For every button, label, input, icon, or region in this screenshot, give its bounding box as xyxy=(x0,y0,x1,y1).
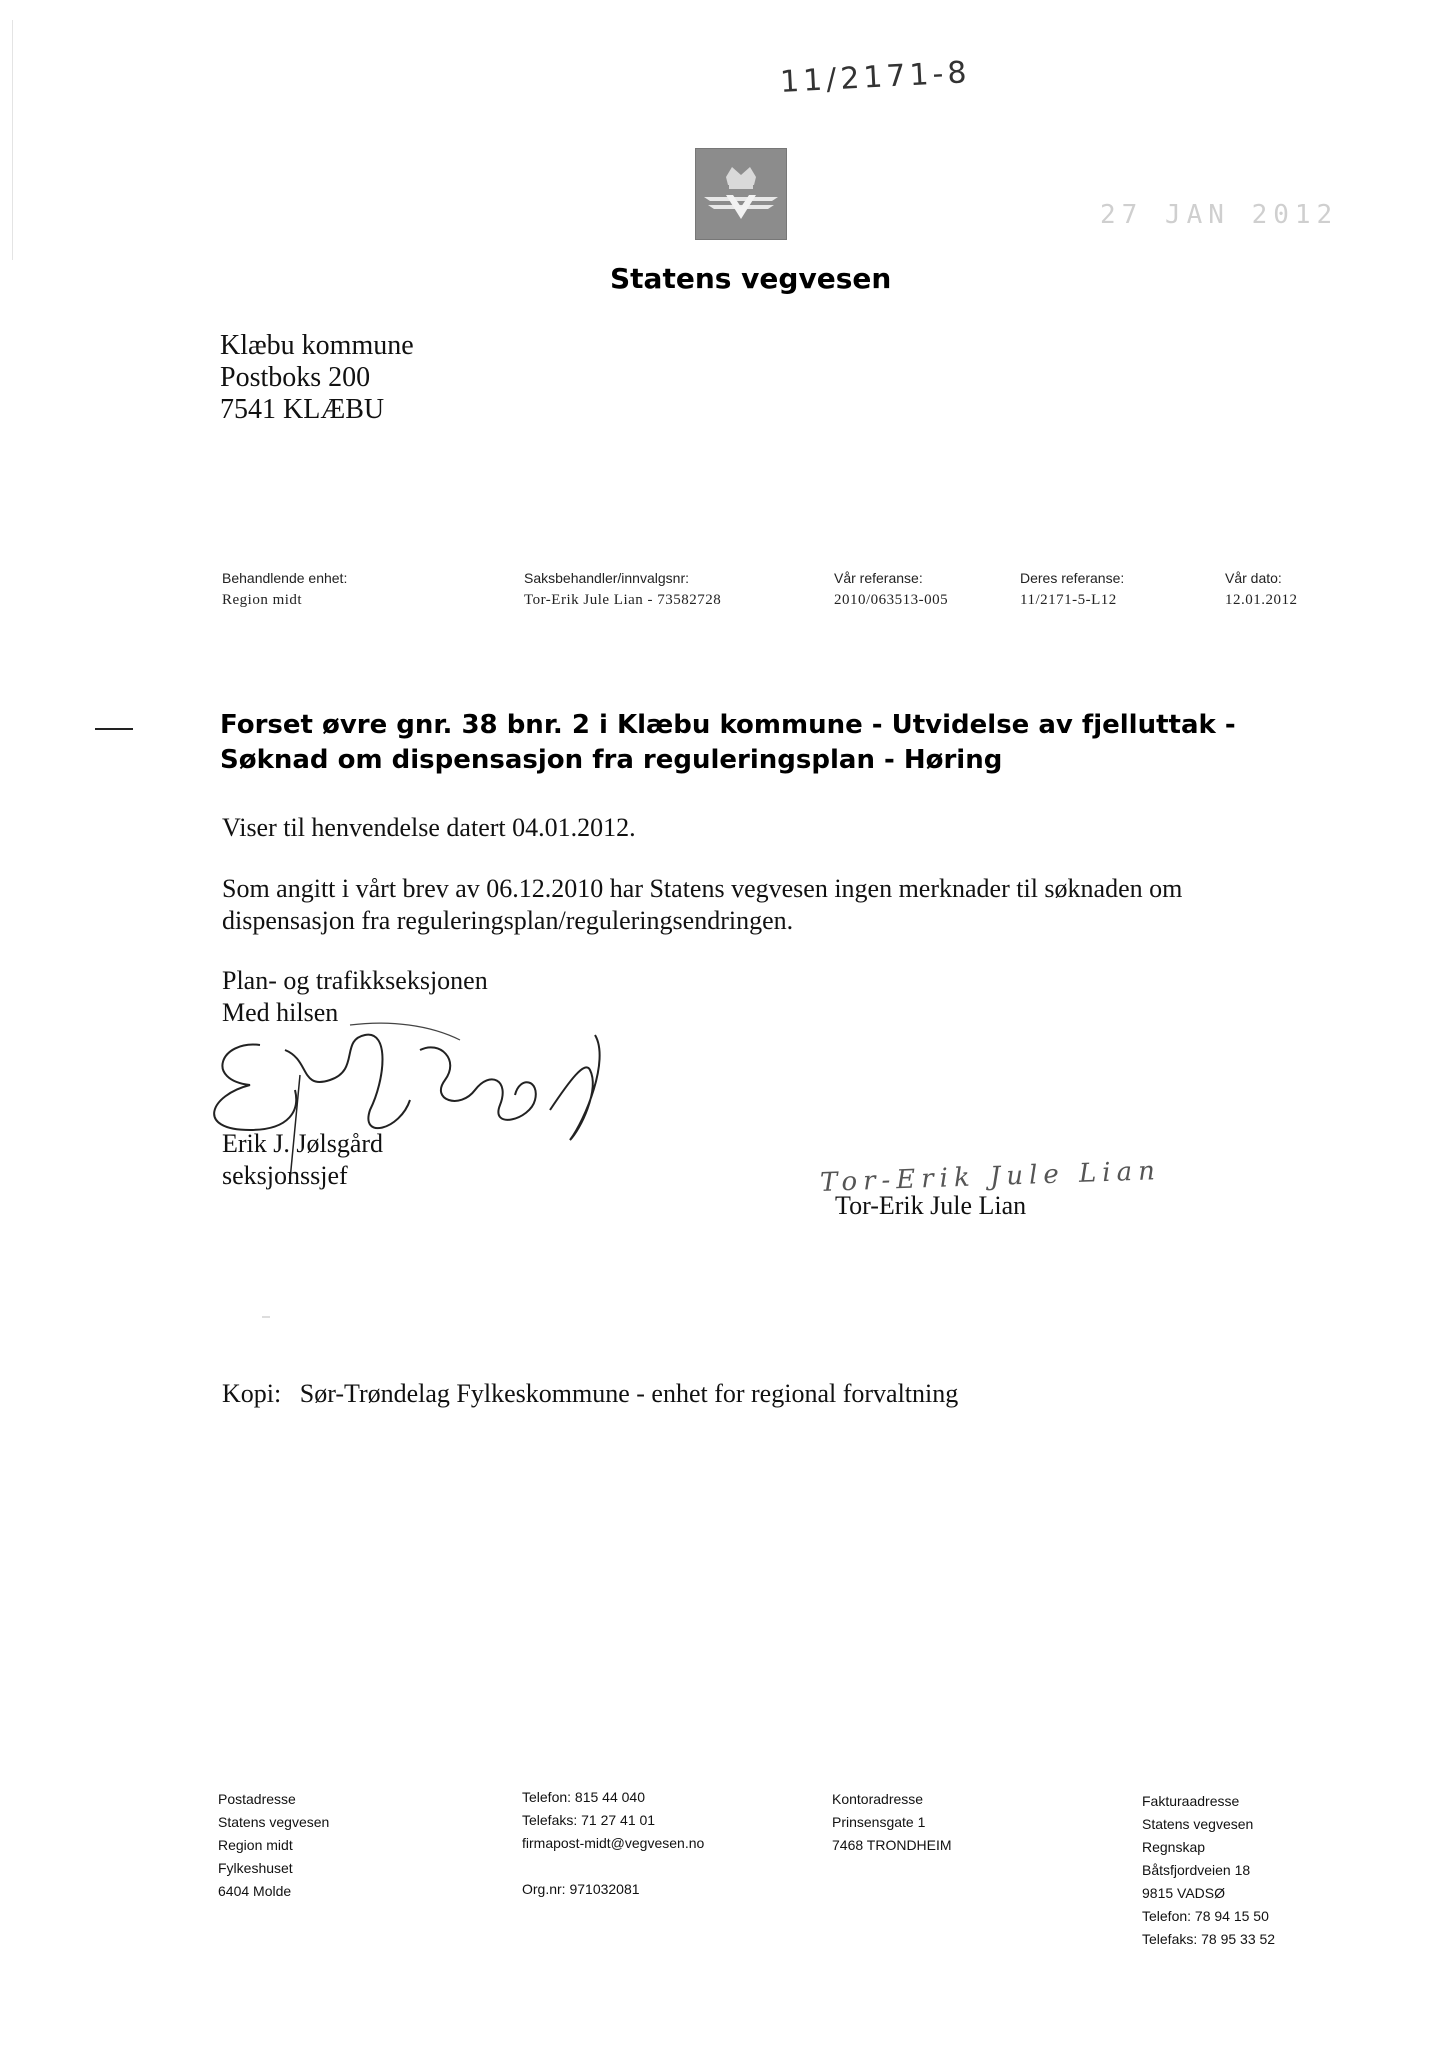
footer-billing-line: Båtsfjordveien 18 xyxy=(1142,1862,1251,1878)
footer-contact-line: Telefaks: 71 27 41 01 xyxy=(522,1812,656,1828)
recipient-line-3: 7541 KLÆBU xyxy=(220,394,385,425)
footer-contact-line xyxy=(522,1855,704,1878)
received-stamp: 27 JAN 2012 xyxy=(1100,200,1339,230)
handler-label: Saksbehandler/innvalgsnr: xyxy=(524,570,689,586)
copy-line xyxy=(222,1378,958,1410)
footer-billing-line: Telefon: 78 94 15 50 xyxy=(1142,1908,1269,1924)
reference-unit xyxy=(222,570,347,609)
unit-label: Behandlende enhet: xyxy=(222,570,348,586)
body-paragraph-2-line-2: dispensasjon fra reguleringsplan/reguleringsendringen. xyxy=(222,906,794,935)
scan-margin-line xyxy=(12,20,13,260)
footer-office-line: Kontoradresse xyxy=(832,1791,924,1807)
reference-your-ref xyxy=(1020,570,1124,609)
date-value: 12.01.2012 xyxy=(1225,592,1298,608)
footer-billing-line: Fakturaadresse xyxy=(1142,1793,1240,1809)
margin-dash xyxy=(95,728,133,730)
footer-billing-line: Regnskap xyxy=(1142,1839,1206,1855)
unit-value: Region midt xyxy=(222,592,303,608)
signer2-name: Tor-Erik Jule Lian xyxy=(835,1191,1027,1220)
signer1-name: Erik J. Jølsgård xyxy=(222,1129,384,1158)
body-paragraph-1: Viser til henvendelse datert 04.01.2012. xyxy=(222,813,636,842)
signer1-title: seksjonssjef xyxy=(222,1161,348,1190)
subject-line-2: Søknad om dispensasjon fra reguleringsplan - Høring xyxy=(220,745,1003,775)
footer-office-address xyxy=(832,1788,952,1857)
footer-billing-address xyxy=(1142,1790,1275,1951)
footer-postal-line: Fylkeshuset xyxy=(218,1860,293,1876)
reference-our-ref xyxy=(834,570,948,609)
footer-billing-line: Telefaks: 78 95 33 52 xyxy=(1142,1931,1276,1947)
organization-name: Statens vegvesen xyxy=(610,262,892,295)
footer-billing-line: Statens vegvesen xyxy=(1142,1816,1254,1832)
footer-postal-line: 6404 Molde xyxy=(218,1883,292,1899)
our-ref-value: 2010/063513-005 xyxy=(834,592,949,608)
reference-date xyxy=(1225,570,1298,609)
your-ref-label: Deres referanse: xyxy=(1020,570,1125,586)
footer-billing-line: 9815 VADSØ xyxy=(1142,1885,1226,1901)
recipient-line-2: Postboks 200 xyxy=(220,362,371,393)
closing-greeting: Med hilsen xyxy=(222,998,339,1027)
footer-office-line: Prinsensgate 1 xyxy=(832,1814,926,1830)
copy-value: Sør-Trøndelag Fylkeskommune - enhet for regional forvaltning xyxy=(299,1379,959,1408)
reference-handler xyxy=(524,570,721,609)
signer1-block xyxy=(222,1128,383,1192)
footer-postal-line: Region midt xyxy=(218,1837,293,1853)
statens-vegvesen-logo-icon xyxy=(695,148,787,240)
our-ref-label: Vår referanse: xyxy=(834,570,923,586)
footer-contact-line: firmapost-midt@vegvesen.no xyxy=(522,1835,705,1851)
footer-contact-line: Telefon: 815 44 040 xyxy=(522,1789,645,1805)
body-paragraph-2-line-1: Som angitt i vårt brev av 06.12.2010 har Statens vegvesen ingen merknader til søknaden om xyxy=(222,874,1183,903)
footer-postal-address xyxy=(218,1788,329,1903)
footer-postal-line: Postadresse xyxy=(218,1791,296,1807)
subject-line-1: Forset øvre gnr. 38 bnr. 2 i Klæbu kommune - Utvidelse av fjelluttak - xyxy=(220,710,1236,740)
footer-postal-line: Statens vegvesen xyxy=(218,1814,330,1830)
footer-contact-line: Org.nr: 971032081 xyxy=(522,1881,640,1897)
footer-office-line: 7468 TRONDHEIM xyxy=(832,1837,952,1853)
closing-section: Plan- og trafikkseksjonen xyxy=(222,966,488,995)
signer2-handwritten-signature: Tor-Erik Jule Lian xyxy=(819,1156,1162,1198)
handwritten-file-reference: 11/2171-8 xyxy=(779,55,972,100)
your-ref-value: 11/2171-5-L12 xyxy=(1020,592,1117,608)
scan-speck xyxy=(262,1316,270,1318)
letter-subject xyxy=(220,708,1236,778)
body-paragraph-2 xyxy=(222,873,1182,937)
date-label: Vår dato: xyxy=(1225,570,1282,586)
recipient-line-1: Klæbu kommune xyxy=(220,330,414,361)
footer-contact xyxy=(522,1786,704,1901)
copy-label: Kopi: xyxy=(222,1379,282,1408)
recipient-address xyxy=(220,330,414,426)
handler-value: Tor-Erik Jule Lian - 73582728 xyxy=(524,592,722,608)
